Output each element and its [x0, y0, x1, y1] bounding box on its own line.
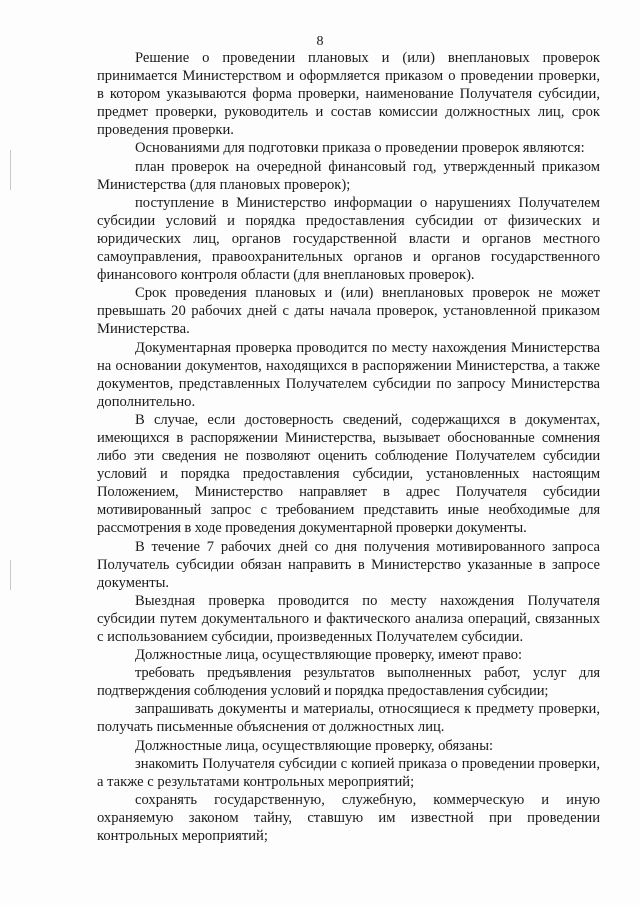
paragraph: Срок проведения плановых и (или) внеплановых проверок не может превышать 20 рабочих дней с даты начала проверок, установленной приказом Министерства. [97, 285, 600, 338]
paragraph: Основаниями для подготовки приказа о проведении проверок являются: [135, 140, 585, 157]
paragraph: знакомить Получателя субсидии с копией приказа о проведении проверки, а также с результатами контрольных мероприятий; [97, 755, 600, 790]
paragraph: план проверок на очередной финансовый год, утвержденный приказом Министерства (для плановых проверок); [97, 158, 600, 193]
scan-margin-mark [10, 150, 11, 190]
paragraph: требовать предъявления результатов выполненных работ, услуг для подтверждения соблюдения условий и порядка предоставления субсидии; [97, 665, 600, 700]
paragraph: Должностные лица, осуществляющие проверку, обязаны: [135, 737, 494, 754]
scan-margin-mark [10, 560, 11, 590]
page-number: 8 [316, 34, 324, 49]
paragraph: В случае, если достоверность сведений, содержащихся в документах, имеющихся в распоряжении Министерства, вызывает обоснованные сомнения либо эти сведения не позволяют оценить соблюдение Получателем субсидии условий и порядка предоставления субсидии, установленных настоящим Положением, Министерство направляет в адрес Получателя субсидии мотивированный запрос с требованием представить иные необходимые для рассмотрения в ходе проведения документарной проверки документы. [97, 411, 600, 537]
paragraph: Должностные лица, осуществляющие проверку, имеют право: [135, 647, 523, 664]
paragraph: Решение о проведении плановых и (или) внеплановых проверок принимается Министерством и оформляется приказом о проведении проверки, в котором указываются форма проверки, наименование Получателя субсидии, предмет проверки, руководитель и состав комиссии должностных лиц, срок проведения проверки. [97, 50, 600, 139]
document-body [97, 49, 600, 845]
paragraph: Документарная проверка проводится по месту нахождения Министерства на основании документов, находящихся в распоряжении Министерства, а также документов, представленных Получателем субсидии по запросу Министерства дополнительно. [97, 339, 600, 410]
paragraph: Выездная проверка проводится по месту нахождения Получателя субсидии путем документального и фактического анализа операций, связанных с использованием субсидии, произведенных Получателем субсидии. [97, 592, 600, 645]
paragraph: запрашивать документы и материалы, относящиеся к предмету проверки, получать письменные объяснения от должностных лиц. [97, 701, 600, 736]
paragraph: поступление в Министерство информации о нарушениях Получателем субсидии условий и порядка предоставления субсидии от физических и юридических лиц, органов государственной власти и органов местного самоуправления, правоохранительных органов и органов государственного финансового контроля области (для внеплановых проверок). [97, 194, 600, 284]
paragraph: сохранять государственную, служебную, коммерческую и иную охраняемую законом тайну, ставшую им известной при проведении контрольных мероприятий; [97, 791, 600, 845]
paragraph: В течение 7 рабочих дней со дня получения мотивированного запроса Получатель субсидии обязан направить в Министерство указанные в запросе документы. [97, 538, 600, 591]
